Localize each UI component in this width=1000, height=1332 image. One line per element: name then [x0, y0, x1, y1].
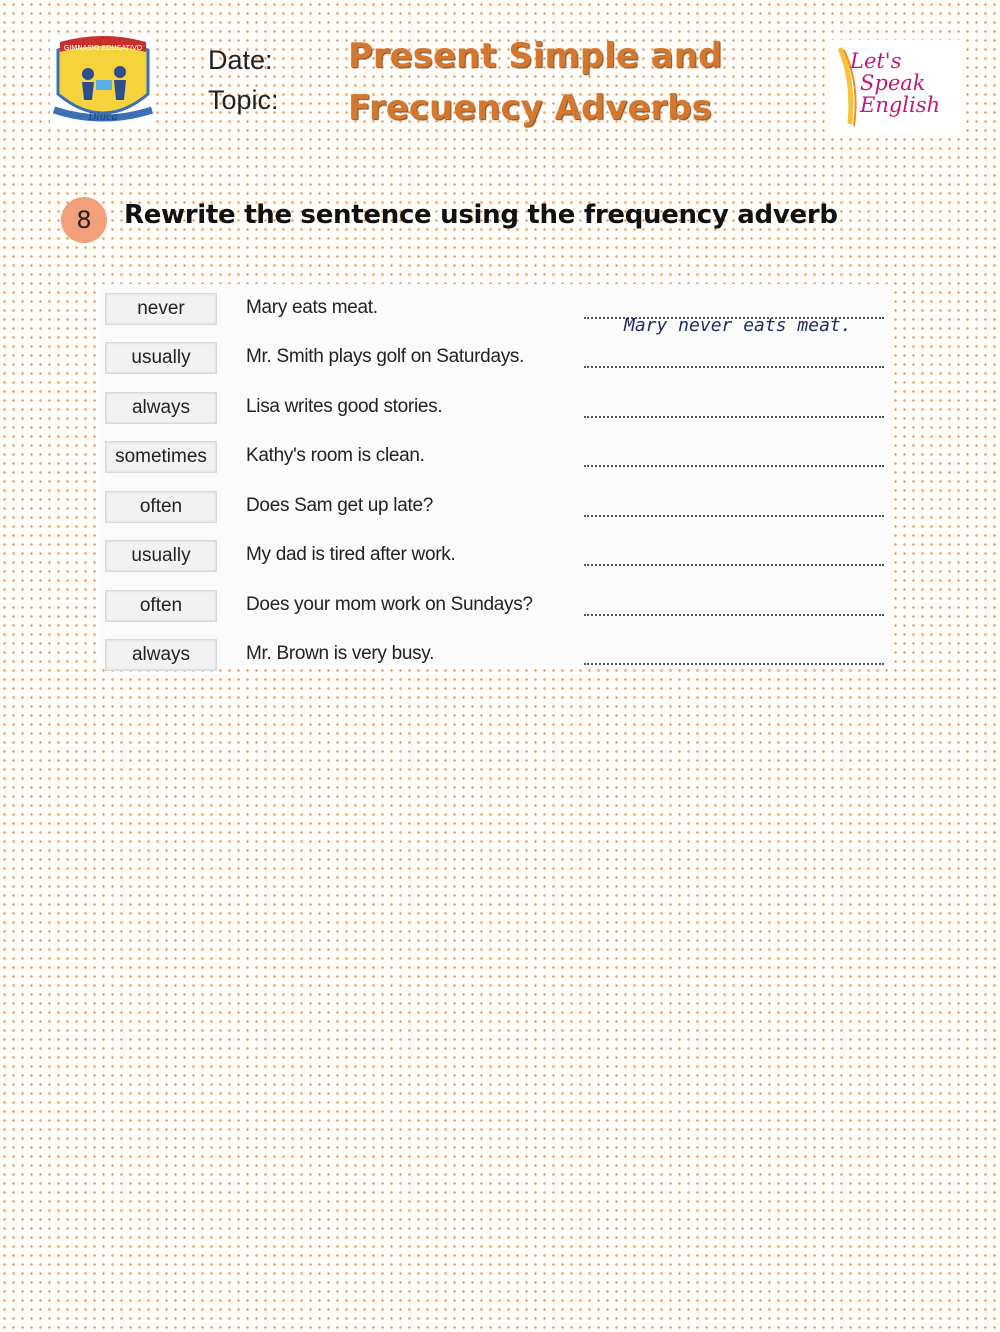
exercise-row [100, 339, 892, 379]
title-line-1: Present Simple and [348, 36, 723, 76]
sentence-text: Mr. Brown is very busy. [246, 643, 435, 664]
exercise-row [100, 488, 892, 528]
date-label: Date: [208, 45, 273, 75]
answer-field[interactable] [584, 366, 884, 368]
sentence-text: Mary eats meat. [246, 297, 378, 318]
brand-logo-line-2: Speak [860, 71, 926, 95]
sentence-text: Does Sam get up late? [246, 495, 433, 516]
sentence-text: Does your mom work on Sundays? [246, 594, 533, 615]
sentence-text: Lisa writes good stories. [246, 396, 443, 417]
brand-logo-line-3: English [860, 93, 941, 117]
exercise-number-badge: 8 [61, 197, 107, 243]
brand-logo [830, 40, 960, 132]
page-title [348, 30, 722, 134]
answer-field[interactable] [584, 416, 884, 418]
exercise-row [100, 537, 892, 577]
exercise-row [100, 290, 892, 336]
exercise-row [100, 438, 892, 478]
adverb-box: never [105, 293, 217, 325]
title-line-2: Frecuency Adverbs [348, 88, 712, 128]
school-logo-subtext: Diuca [88, 112, 118, 123]
answer-field[interactable] [584, 663, 884, 665]
answer-text: Mary never eats meat. [624, 315, 852, 336]
adverb-box: often [105, 590, 217, 622]
answer-field[interactable] [584, 515, 884, 517]
topic-label: Topic: [208, 85, 279, 115]
exercise-row [100, 389, 892, 429]
adverb-box: always [105, 392, 217, 424]
exercise-row [100, 636, 892, 676]
adverb-box: usually [105, 540, 217, 572]
sentence-text: My dad is tired after work. [246, 544, 456, 565]
adverb-box: usually [105, 342, 217, 374]
brand-logo-line-1: Let's [850, 49, 902, 73]
school-logo [50, 36, 156, 128]
sentence-text: Kathy's room is clean. [246, 445, 425, 466]
adverb-box: sometimes [105, 441, 217, 473]
adverb-box: often [105, 491, 217, 523]
answer-field[interactable] [584, 465, 884, 467]
exercise-panel [100, 284, 892, 666]
exercise-row [100, 587, 892, 627]
adverb-box: always [105, 639, 217, 671]
answer-field[interactable] [584, 315, 884, 336]
sentence-text: Mr. Smith plays golf on Saturdays. [246, 346, 525, 367]
answer-field[interactable] [584, 564, 884, 566]
answer-field[interactable] [584, 614, 884, 616]
school-logo-text: GIMNASIO EDUCATIVO [63, 44, 143, 52]
exercise-instruction: Rewrite the sentence using the frequency adverb [124, 200, 838, 230]
